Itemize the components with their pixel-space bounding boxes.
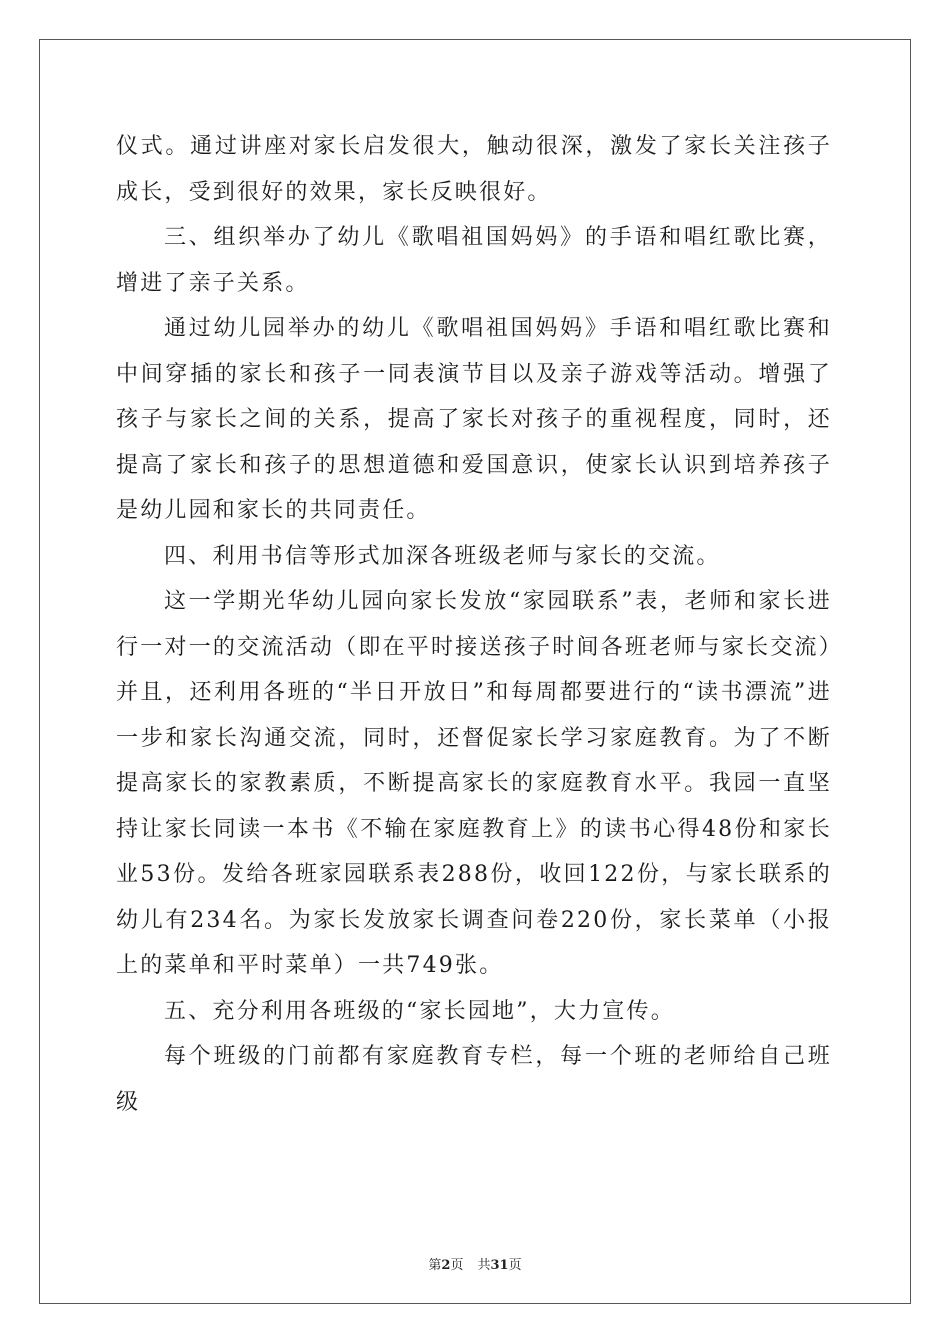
page-suffix: 页 — [450, 1258, 464, 1273]
paragraph: 这一学期光华幼儿园向家长发放“家园联系”表，老师和家长进行一对一的交流活动（即在平时接送孩子时间各班老师与家长交流）并且，还利用各班的“半日开放日”和每周都要进行的“读书漂流”进一步和家长沟通交流，同时，还督促家长学习家庭教育。为了不断提高家长的家教素质，不断提高家长的家庭教育水平。我园一直坚持让家长同读一本书《不输在家庭教育上》的读书心得48份和家长业53份。发给各班家园联系表288份，收回122份，与家长联系的幼儿有234名。为家长发放家长调查问卷220份，家长菜单（小报上的菜单和平时菜单）一共749张。 — [116, 589, 832, 978]
paragraph: 仪式。通过讲座对家长启发很大，触动很深，激发了家长关注孩子成长，受到很好的效果，家长反映很好。 — [116, 134, 832, 205]
total-suffix: 页 — [508, 1258, 522, 1273]
total-pages: 31 — [490, 1258, 509, 1273]
paragraph: 每个班级的门前都有家庭教育专栏，每一个班的老师给自己班级 — [116, 1044, 832, 1115]
total-prefix: 共 — [477, 1258, 491, 1273]
document-body — [116, 124, 832, 1125]
section-heading-3: 三、组织举办了幼儿《歌唱祖国妈妈》的手语和唱红歌比赛，增进了亲子关系。 — [116, 225, 832, 296]
section-heading-4: 四、利用书信等形式加深各班级老师与家长的交流。 — [164, 543, 721, 569]
page-number: 2 — [441, 1258, 451, 1273]
page-prefix: 第 — [428, 1258, 442, 1273]
page-footer — [0, 1254, 950, 1273]
section-heading-5: 五、充分利用各班级的“家长园地”，大力宣传。 — [164, 998, 675, 1024]
paragraph: 通过幼儿园举办的幼儿《歌唱祖国妈妈》手语和唱红歌比赛和中间穿插的家长和孩子一同表演节目以及亲子游戏等活动。增强了孩子与家长之间的关系，提高了家长对孩子的重视程度，同时，还提高了家长和孩子的思想道德和爱国意识，使家长认识到培养孩子是幼儿园和家长的共同责任。 — [116, 316, 832, 523]
